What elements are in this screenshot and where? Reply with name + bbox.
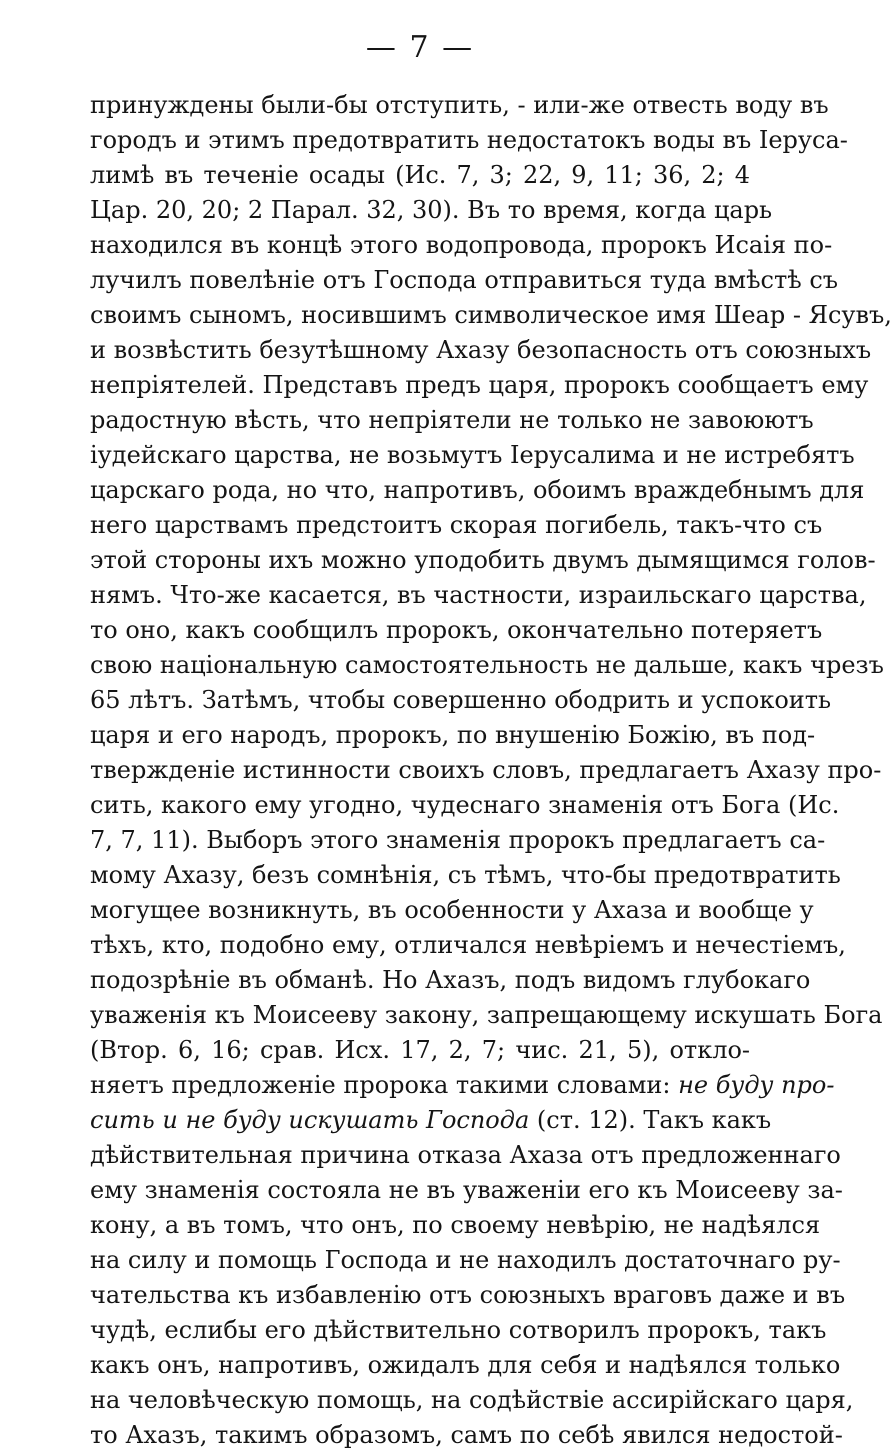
text-line: іудейскаго царства, не возьмутъ Іерусалима и не истребятъ [90, 441, 855, 469]
text-line: чудѣ, еслибы его дѣйствительно сотворилъ пророкъ, такъ [90, 1316, 827, 1344]
text-line: этой стороны ихъ можно уподобить двумъ дымящимся голов- [90, 546, 876, 574]
text-line: на силу и помощь Господа и не находилъ достаточнаго ру- [90, 1246, 841, 1274]
text-line: уваженія къ Моисееву закону, запрещающему искушать Бога [90, 1001, 883, 1029]
text-line: нямъ. Что-же касается, въ частности, израильскаго царства, [90, 581, 867, 609]
text-line: то Ахазъ, такимъ образомъ, самъ по себѣ явился недостой- [90, 1421, 843, 1449]
text-line: принуждены были-бы отступить, - или-же отвесть воду въ [90, 91, 829, 119]
text-segment: (ст. 12). Такъ какъ [529, 1106, 772, 1134]
text-line: мому Ахазу, безъ сомнѣнія, съ тѣмъ, что-бы предотвратить [90, 861, 841, 889]
text-line: лимѣ въ теченіе осады (Ис. 7, 3; 22, 9, 11; 36, 2; 4 [90, 161, 750, 189]
text-line: него царствамъ предстоитъ скорая погибель, такъ-что съ [90, 511, 823, 539]
text-line: 65 лѣтъ. Затѣмъ, чтобы совершенно ободрить и успокоить [90, 686, 832, 714]
italic-quotation: не буду про- [678, 1071, 835, 1099]
text-line: ему знаменія состояла не въ уваженіи его къ Моисееву за- [90, 1176, 843, 1204]
text-line: дѣйствительная причина отказа Ахаза отъ предложеннаго [90, 1141, 841, 1169]
text-line: кону, а въ томъ, что онъ, по своему невѣрію, не надѣялся [90, 1211, 821, 1239]
text-line: то оно, какъ сообщилъ пророкъ, окончательно потеряетъ [90, 616, 823, 644]
text-line: (Втор. 6, 16; срав. Исх. 17, 2, 7; чис. 21, 5), откло- [90, 1036, 750, 1064]
text-line-with-quotation [90, 1103, 772, 1138]
text-line: на человѣческую помощь, на содѣйствіе ассирійскаго царя, [90, 1386, 854, 1414]
text-line: находился въ концѣ этого водопровода, пророкъ Исаія по- [90, 231, 833, 259]
text-line: Цар. 20, 20; 2 Парал. 32, 30). Въ то время, когда царь [90, 196, 773, 224]
text-line: непріятелей. Представъ предъ царя, пророкъ сообщаетъ ему [90, 371, 869, 399]
text-line: какъ онъ, напротивъ, ожидалъ для себя и надѣялся только [90, 1351, 841, 1379]
text-line: лучилъ повелѣніе отъ Господа отправиться туда вмѣстѣ съ [90, 266, 839, 294]
text-line: свою національную самостоятельность не дальше, какъ чрезъ [90, 651, 884, 679]
text-line: могущее возникнуть, въ особенности у Ахаза и вообще у [90, 896, 814, 924]
text-line: 7, 7, 11). Выборъ этого знаменія пророкъ предлагаетъ са- [90, 826, 826, 854]
text-line: царскаго рода, но что, напротивъ, обоимъ враждебнымъ для [90, 476, 865, 504]
text-line-with-quotation [90, 1068, 835, 1103]
body-text [90, 88, 892, 1453]
text-line: городъ и этимъ предотвратить недостатокъ воды въ Іеруса- [90, 126, 848, 154]
text-line: своимъ сыномъ, носившимъ символическое имя Шеар - Ясувъ, [90, 301, 892, 329]
text-line: царя и его народъ, пророкъ, по внушенію Божію, въ под- [90, 721, 816, 749]
page-number: — 7 — [365, 30, 475, 65]
italic-quotation: сить и не буду искушать Господа [90, 1106, 530, 1134]
text-segment: няетъ предложеніе пророка такими словами: [90, 1071, 679, 1099]
text-line: подозрѣніе въ обманѣ. Но Ахазъ, подъ видомъ глубокаго [90, 966, 811, 994]
text-line: радостную вѣсть, что непріятели не только не завоюютъ [90, 406, 814, 434]
text-line: сить, какого ему угодно, чудеснаго знаменія отъ Бога (Ис. [90, 791, 840, 819]
text-line: твержденіе истинности своихъ словъ, предлагаетъ Ахазу про- [90, 756, 882, 784]
text-line: и возвѣстить безутѣшному Ахазу безопасность отъ союзныхъ [90, 336, 872, 364]
text-line: тѣхъ, кто, подобно ему, отличался невѣріемъ и нечестіемъ, [90, 931, 846, 959]
text-line: чательства къ избавленію отъ союзныхъ враговъ даже и въ [90, 1281, 846, 1309]
